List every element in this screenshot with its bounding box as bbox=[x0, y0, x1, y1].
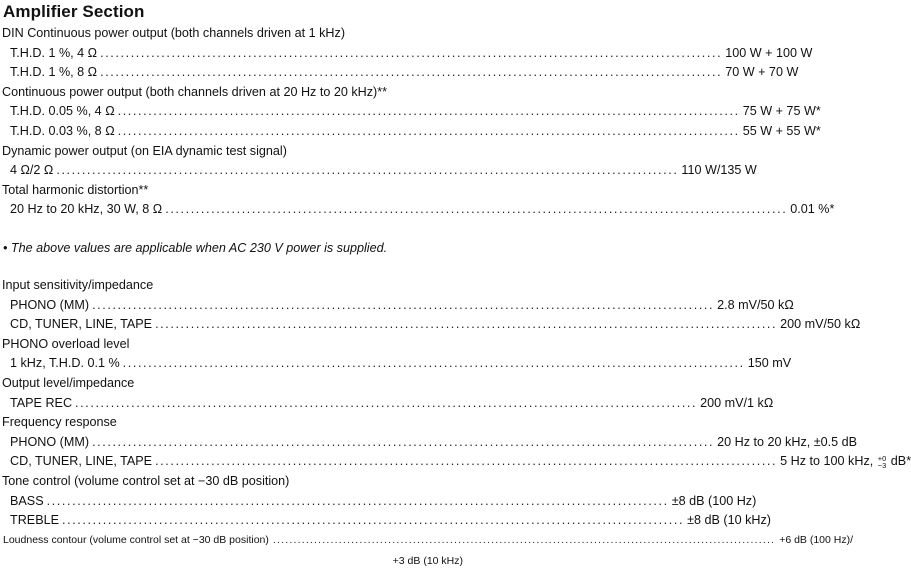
page-title: Amplifier Section bbox=[3, 2, 145, 21]
tolerance-upper: +0 bbox=[877, 454, 887, 464]
leader-dots: .......................................................................................................................... bbox=[100, 65, 723, 80]
spec-heading: DIN Continuous power output (both channels driven at 1 kHz) bbox=[2, 26, 346, 40]
power-supply-note: • The above values are applicable when AC 230 V power is supplied. bbox=[3, 241, 388, 255]
spec-label: 1 kHz, T.H.D. 0.1 % bbox=[10, 356, 120, 371]
spec-label: BASS bbox=[10, 493, 44, 508]
spec-row bbox=[10, 43, 813, 63]
spec-value: 110 W/135 W bbox=[681, 163, 757, 178]
leader-dots: .......................................................................................................................... bbox=[92, 434, 715, 449]
spec-row bbox=[10, 314, 861, 334]
spec-row bbox=[10, 295, 794, 315]
leader-dots: .......................................................................................................................... bbox=[46, 493, 669, 508]
spec-row bbox=[10, 393, 774, 413]
spec-label: T.H.D. 1 %, 8 Ω bbox=[10, 65, 98, 80]
spec-row bbox=[10, 62, 799, 82]
spec-value: 20 Hz to 20 kHz, ±0.5 dB bbox=[717, 434, 858, 449]
spec-value: 200 mV/1 kΩ bbox=[700, 395, 774, 410]
spec-value-suffix: dB* bbox=[887, 454, 911, 469]
spec-label: TAPE REC bbox=[10, 395, 73, 410]
spec-row bbox=[10, 510, 771, 530]
spec-heading: Frequency response bbox=[2, 415, 117, 430]
leader-dots: .......................................................................................................................... bbox=[92, 297, 715, 312]
spec-label: 20 Hz to 20 kHz, 30 W, 8 Ω bbox=[10, 202, 163, 217]
spec-value bbox=[780, 451, 911, 471]
spec-label: CD, TUNER, LINE, TAPE bbox=[10, 317, 153, 332]
spec-label: T.H.D. 0.05 %, 4 Ω bbox=[10, 104, 115, 119]
leader-dots: .......................................................................................................................... bbox=[117, 124, 740, 138]
spec-value: 100 W + 100 W bbox=[725, 45, 813, 60]
spec-value: 70 W + 70 W bbox=[725, 65, 799, 80]
spec-label: T.H.D. 0.03 %, 8 Ω bbox=[10, 124, 115, 138]
spec-row bbox=[10, 432, 858, 452]
spec-row bbox=[10, 121, 821, 141]
tolerance-lower: −3 bbox=[877, 461, 887, 471]
spec-value: 55 W + 55 W* bbox=[742, 124, 821, 138]
leader-dots: .......................................................................................................................... bbox=[155, 317, 778, 332]
spec-heading: Dynamic power output (on EIA dynamic test signal) bbox=[2, 143, 287, 158]
spec-row bbox=[10, 353, 792, 373]
leader-dots: .......................................................................................................................... bbox=[62, 513, 685, 528]
spec-value: 200 mV/50 kΩ bbox=[780, 317, 861, 332]
spec-value: ±8 dB (10 kHz) bbox=[687, 513, 771, 528]
leader-dots: .......................................................................................................................... bbox=[122, 356, 745, 371]
spec-heading: Continuous power output (both channels driven at 20 Hz to 20 kHz)** bbox=[2, 84, 388, 99]
spec-label: TREBLE bbox=[10, 513, 59, 528]
spec-label: 4 Ω/2 Ω bbox=[10, 163, 54, 178]
spec-value: 150 mV bbox=[747, 356, 792, 371]
spec-label: CD, TUNER, LINE, TAPE bbox=[10, 454, 153, 469]
spec-heading: Input sensitivity/impedance bbox=[2, 278, 154, 292]
leader-dots: .......................................................................................................................... bbox=[75, 395, 698, 410]
spec-value: 75 W + 75 W* bbox=[742, 104, 821, 119]
spec-label: PHONO (MM) bbox=[10, 297, 90, 312]
leader-dots: .......................................................................................................................... bbox=[272, 534, 776, 546]
spec-value-text: 5 Hz to 100 kHz, bbox=[780, 454, 877, 469]
spec-label: T.H.D. 1 %, 4 Ω bbox=[10, 45, 98, 60]
spec-row bbox=[10, 160, 757, 180]
spec-heading: Output level/impedance bbox=[2, 376, 135, 390]
spec-row bbox=[10, 199, 835, 219]
leader-dots: .......................................................................................................................... bbox=[100, 45, 723, 60]
leader-dots: .......................................................................................................................... bbox=[56, 163, 679, 178]
spec-heading: Tone control (volume control set at −30 dB position) bbox=[2, 474, 290, 488]
spec-value: 0.01 %* bbox=[790, 202, 835, 217]
spec-row bbox=[10, 101, 821, 121]
leader-dots: .......................................................................................................................... bbox=[155, 454, 778, 469]
tolerance-fraction bbox=[878, 455, 887, 469]
spec-row bbox=[10, 491, 757, 511]
spec-heading: PHONO overload level bbox=[2, 336, 130, 351]
spec-label: PHONO (MM) bbox=[10, 434, 90, 449]
spec-row bbox=[10, 451, 911, 471]
spec-value: ±8 dB (100 Hz) bbox=[671, 493, 757, 508]
spec-heading: Total harmonic distortion** bbox=[2, 182, 149, 197]
leader-dots: .......................................................................................................................... bbox=[117, 104, 740, 119]
loudness-label: Loudness contour (volume control set at −30 dB position) bbox=[3, 534, 269, 546]
leader-dots: .......................................................................................................................... bbox=[165, 202, 788, 217]
loudness-row bbox=[3, 530, 854, 550]
loudness-value-continued: +3 dB (10 kHz) bbox=[392, 555, 463, 567]
loudness-value: +6 dB (100 Hz)/ bbox=[779, 534, 854, 546]
spec-value: 2.8 mV/50 kΩ bbox=[717, 297, 794, 312]
